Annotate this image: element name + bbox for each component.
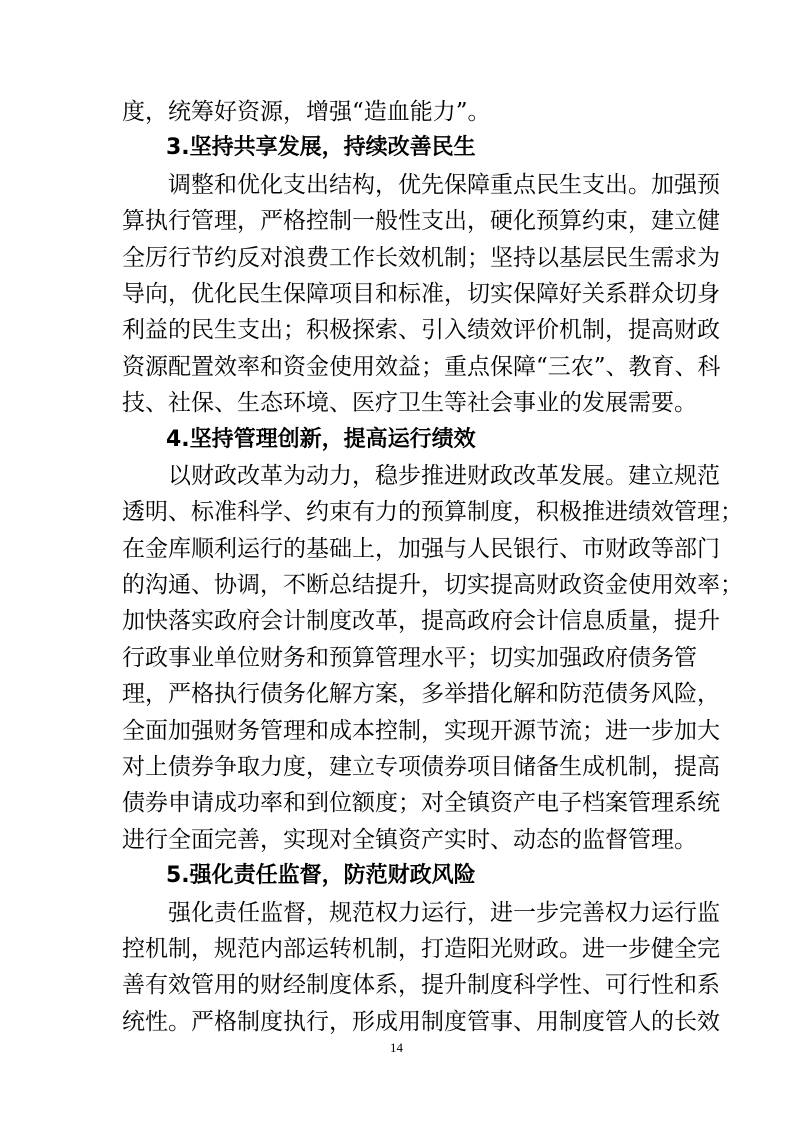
text-line: 以财政改革为动力，稳步推进财政改革发展。建立规范 [168, 462, 720, 489]
paragraph [122, 94, 674, 130]
text-line: 控机制，规范内部运转机制，打造阳光财政。进一步健全完 [122, 935, 720, 962]
text-line: 利益的民生支出；积极探索、引入绩效评价机制，提高财政 [122, 317, 720, 344]
text-line: 透明、标准科学、约束有力的预算制度，积极推进绩效管理； [122, 499, 743, 526]
text-line: 在金库顺利运行的基础上，加强与人民银行、市财政等部门 [122, 535, 720, 562]
section-heading: 3.坚持共享发展，持续改善民生 [166, 135, 476, 161]
section-heading: 5.强化责任监督，防范财政风险 [166, 863, 476, 889]
text-line: 导向，优化民生保障项目和标准，切实保障好关系群众切身 [122, 280, 720, 307]
section-heading: 4.坚持管理创新，提高运行绩效 [166, 426, 476, 452]
text-line: 对上债券争取力度，建立专项债券项目储备生成机制，提高 [122, 754, 720, 781]
text-line: 技、社保、生态环境、医疗卫生等社会事业的发展需要。 [122, 390, 697, 417]
text-line: 算执行管理，严格控制一般性支出，硬化预算约束，建立健 [122, 208, 720, 235]
paragraph [122, 167, 721, 422]
text-line: 加快落实政府会计制度改革，提高政府会计信息质量，提升 [122, 608, 720, 635]
document-body [122, 94, 743, 1040]
text-line: 资源配置效率和资金使用效益；重点保障“三农”、教育、科 [122, 353, 721, 380]
text-line: 债券申请成功率和到位额度；对全镇资产电子档案管理系统 [122, 790, 720, 817]
text-line: 全面加强财务管理和成本控制，实现开源节流；进一步加大 [122, 717, 720, 744]
text-line: 强化责任监督，规范权力运行，进一步完善权力运行监 [168, 899, 720, 926]
paragraph [122, 458, 743, 858]
text-line: 统性。严格制度执行，形成用制度管事、用制度管人的长效 [122, 1008, 720, 1035]
text-line: 调整和优化支出结构，优先保障重点民生支出。加强预 [168, 171, 720, 198]
text-line: 度，统筹好资源，增强“造血能力”。 [122, 99, 491, 125]
page-number: 14 [390, 1040, 403, 1055]
text-line: 的沟通、协调，不断总结提升，切实提高财政资金使用效率； [122, 572, 743, 599]
text-line: 行政事业单位财务和预算管理水平；切实加强政府债务管 [122, 644, 697, 671]
text-line: 全厉行节约反对浪费工作长效机制；坚持以基层民生需求为 [122, 244, 720, 271]
text-line: 进行全面完善，实现对全镇资产实时、动态的监督管理。 [122, 826, 697, 853]
text-line: 理，严格执行债务化解方案，多举措化解和防范债务风险， [122, 681, 720, 708]
paragraph [122, 895, 720, 1041]
text-line: 善有效管用的财经制度体系，提升制度科学性、可行性和系 [122, 972, 720, 999]
